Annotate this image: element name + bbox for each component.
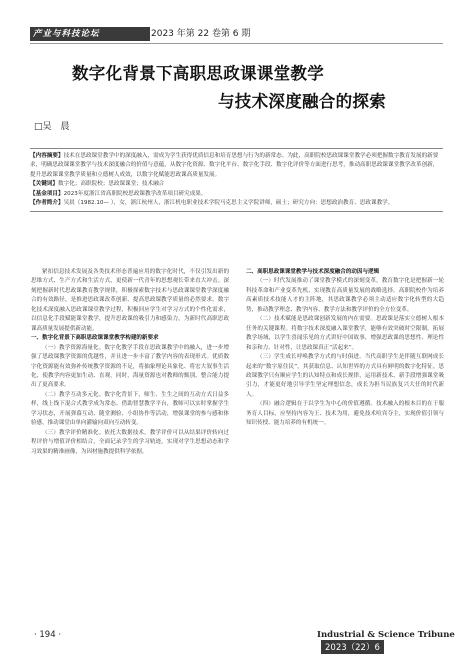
journal-english-name: Industrial & Science Tribune (317, 630, 455, 640)
bio-row (30, 199, 443, 208)
body-paragraph: （四）融合逻辑在于以学生为中心的价值遵循。技术融入的根本目的在于服务育人目标，应坚持内容为王、技术为用，避免技术喧宾夺主，实现价值引领与知识传授、能力培养的有机统一。 (246, 401, 444, 427)
body-paragraph: （二）技术赋能是思政课创新发展的内在需要。思政课是落实立德树人根本任务的关键课程。将数字技术深度融入课堂教学，能够有效突破时空限制，拓展教学场域，以学生喜闻乐见的方式讲好中国故事，增强思政课的思想性、理论性和亲和力、针对性，让思政课真正“活起来”。 (246, 316, 444, 351)
fund-text: 2023年度浙江省高职院校思政课教学改革项目研究成果。 (63, 190, 207, 197)
body-paragraph: （一）教学资源海量化。数字化教学手段在思政课教学中的融入，进一步增强了思政课教学资源的优越性，并且进一步丰富了教学内容的表现形式。优质数字化资源能有效弥补传统教学资源的不足，将抽象理论具象化、将宏大叙事生活化，使教学内容更加生动、直观。同时，海量资源也对教师的甄别、整合能力提出了更高要求。 (31, 344, 229, 389)
body-paragraph: （一）时代发展推动了课堂教学模式的深刻变革。教育数字化是把握新一轮科技革命和产业变革先机、实现教育高质量发展的战略选择。高职院校作为培养高素质技术技能人才的主阵地，其思政课教学必须主动适应数字化转型的大趋势，推动教学理念、教学内容、教学方法和教学评价的全方位变革。 (246, 278, 444, 313)
body-paragraph: 紧扣信息技术发展及各类技术形态普遍应用的数字化时代，不仅引发出新的思维方式、生产方式和生活方式，更使新一代青年的思想观长带来直大冲击。深刻把握新时代思政课教育教学规律，积极探索数字技术与思政课课堂教学深度融合的有效路径，是推进思政课改革创新、提高思政课教学质量的必然要求。数字化技术深度融入思政课课堂教学过程，积极回应学生对学习方式的个性化需求，以信息化手段赋能课堂教学，提升思政课的吸引力和感染力，为新时代高职思政课高质量发展提供新动能。 (31, 269, 229, 332)
article-title-line-2: 与技术深度融合的探索 (218, 92, 386, 111)
bio-text: 吴晨（1982.10— ），女，浙江杭州人，浙江机电职业技术学院马克思主义学院讲师，硕士；研究方向：思想政治教育、思政课教学。 (63, 200, 394, 207)
body-paragraph: （三）教学评价精准化。依托大数据技术，教学评价可以从结果评价转向过程评价与增值评价相结合，全面记录学生的学习轨迹，实现对学生思想动态和学习效果的精准画像，为因材施教提供科学依据。 (31, 429, 229, 455)
body-column-left (31, 268, 229, 603)
section-heading: 二、高职思政课课堂教学与技术深度融合的动因与逻辑 (246, 269, 380, 275)
author-name: □吴 晨 (34, 122, 70, 132)
keywords-label: 【关键词】 (30, 181, 58, 188)
article-meta (30, 148, 443, 212)
body-paragraph: （二）教学互动多元化。数字化背景下，师生、生生之间的互动方式日益多样，线上线下混合式教学成为常态。借助智慧教学平台，教师可以实时掌握学生学习状态，开展弹幕互动、随堂测验、小组协作等活动，增强课堂的参与感和体验感，推动课堂由单向灌输向双向互动转变。 (31, 391, 229, 427)
abstract-text: 技术在思政课堂教学中的深度融入，需成为学生获得优质信息和培育思想与行为的新常态。为此，高职院校思政课课堂教学必须把握数字教育发展的新要求，明确思政课课堂教学与技术深度融合的价值与意蕴，从数字化资源、数字化平台、数字化手段、数字化评价等方面进行思考，推动高职思政课课堂教学改革创新，提升思政课课堂教学质量和立德树人成效，以数字化赋能思政课高质量发展。 (30, 153, 439, 178)
keywords-row (30, 180, 443, 189)
page-number: · 194 · (34, 630, 62, 640)
fund-row (30, 190, 443, 199)
section-heading: 一、数字化背景下高职思政课课堂教学构建的新要求 (31, 335, 159, 342)
header-divider (30, 43, 443, 44)
article-title-line-1: 数字化背景下高职思政课课堂教学 (72, 64, 324, 83)
journal-issue: 2023 年第 22 卷第 6 期 (151, 29, 251, 39)
journal-band: 产业与科技论坛 (30, 27, 150, 41)
issue-badge: 2023（22）6 (321, 640, 384, 654)
journal-footer (317, 630, 474, 654)
body-paragraph: （三）学生成长呼唤教学方式的与时俱进。当代高职学生是伴随互联网成长起来的“数字原住民”，其获取信息、认知世界的方式具有鲜明的数字化特征。思政课教学只有顺应学生的认知特点和成长规律，运用新技术、新手段增强课堂吸引力，才能更好地引导学生坚定理想信念，成长为担当民族复兴大任的时代新人。 (246, 354, 444, 398)
abstract-row (30, 152, 443, 180)
body-column-right (246, 268, 444, 603)
abstract-label: 【内容摘要】 (30, 153, 64, 159)
bio-label: 【作者简介】 (30, 200, 64, 207)
fund-label: 【基金项目】 (30, 190, 64, 197)
keywords-text: 数字化；高职院校；思政课课堂；技术融合 (57, 181, 165, 188)
